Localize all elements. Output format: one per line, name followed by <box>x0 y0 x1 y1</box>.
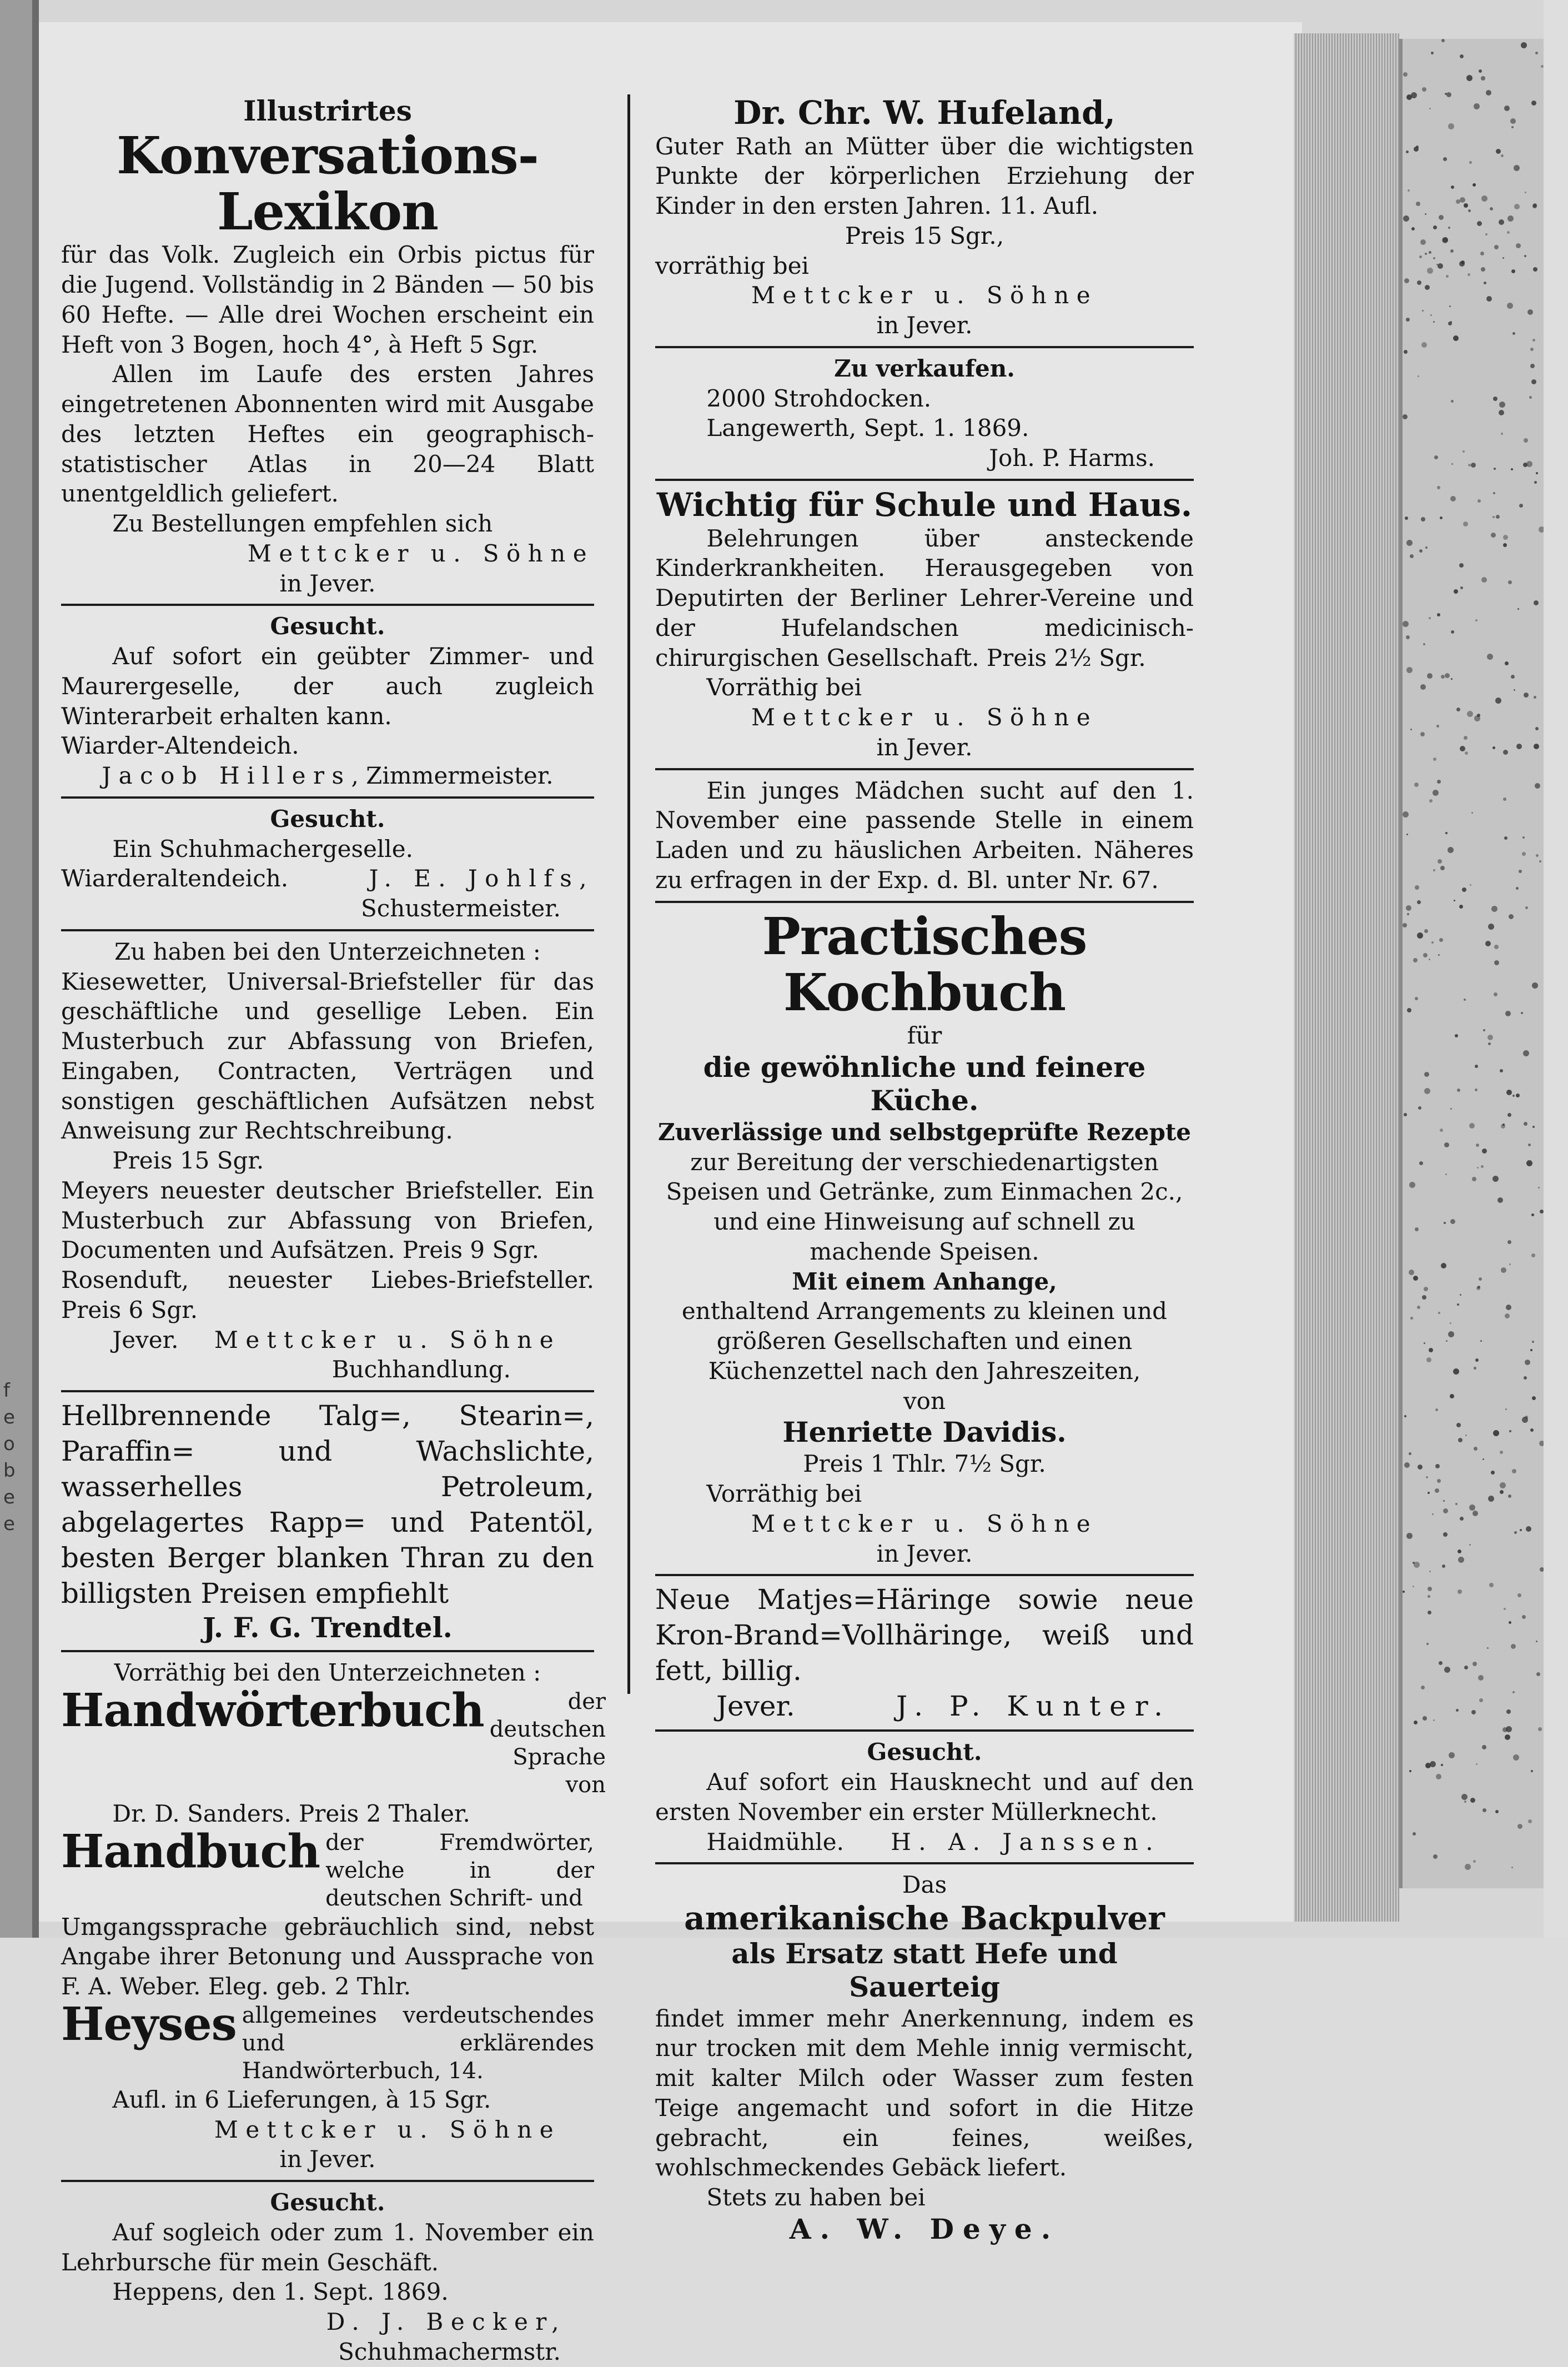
ad-intro: Vorräthig bei den Unterzeichneten : <box>114 1659 541 1687</box>
ad-woerterbuecher <box>61 1658 606 2174</box>
ad-heading: Gesucht. <box>270 613 385 640</box>
ad-kicker: Illustrirtes <box>243 94 412 127</box>
ad-signature <box>61 761 594 791</box>
ad-subtitle: als Ersatz statt Hefe und Sauerteig <box>731 1937 1118 2003</box>
book-entry <box>61 1683 606 1799</box>
ad-place: in Jever. <box>876 733 973 761</box>
ad-divider <box>61 2180 594 2182</box>
ad-place: Jever. <box>112 1326 179 1353</box>
ad-title: Practisches Kochbuch <box>762 906 1087 1022</box>
ad-kicker: Das <box>902 1871 947 1899</box>
ad-divider <box>61 1390 594 1392</box>
ad-gesucht-zimmer <box>61 611 594 791</box>
ad-body: enthaltend Arrangements zu kleinen und größeren Gesellschaften und einen Küchenzettel nach den Jahreszeiten, <box>681 1297 1168 1385</box>
signature-title: Schustermeister. <box>361 895 561 922</box>
ad-signature-row <box>655 1827 1194 1857</box>
ad-signature-row <box>655 1688 1194 1724</box>
ad-title: Dr. Chr. W. Hufeland, <box>733 94 1115 132</box>
ad-signature: H. A. Janssen. <box>891 1828 1160 1856</box>
ad-stock: Vorräthig bei <box>706 674 862 701</box>
ad-signature: Joh. P. Harms. <box>989 444 1155 472</box>
binding-edge-left <box>0 0 39 1938</box>
book-entry <box>61 1997 594 2085</box>
ad-tagline: Mit einem Anhange, <box>792 1267 1057 1295</box>
ad-body: Auf sofort ein geübter Zimmer- und Maurergeselle, der auch zugleich Winterarbeit erhalten kann. <box>61 643 594 730</box>
ad-item: Kiesewetter, Universal-Briefsteller für das geschäftliche und gesellige Leben. Ein Musterbuch zur Abfassung von Briefen, Eingaben, Contracten, Verträgen und sonstigen geschäftlichen Aufsätzen nebst Anweisung zur Rechtschreibung. <box>61 967 594 1145</box>
ad-seller: A. W. Deye. <box>789 2212 1060 2245</box>
signature-name: D. J. Becker, <box>326 2308 566 2336</box>
ad-divider <box>61 796 594 799</box>
ad-author: Henriette Davidis. <box>782 1416 1067 1449</box>
ad-zu-verkaufen <box>655 354 1194 473</box>
marbled-cover <box>1399 39 1547 1888</box>
ad-price: Preis 1 Thlr. 7½ Sgr. <box>803 1450 1046 1478</box>
ad-seller: Mettcker u. Söhne <box>751 1510 1098 1537</box>
book-title: Handwörterbuch <box>61 1683 484 1737</box>
ad-price: Preis 15 Sgr., <box>845 222 1004 249</box>
ad-subtitle: die gewöhnliche und feinere Küche. <box>703 1050 1146 1117</box>
ad-place: in Jever. <box>876 312 973 339</box>
ad-divider <box>655 1862 1194 1864</box>
ad-seller: J. F. G. Trendtel. <box>203 1611 453 1644</box>
ad-signature-row <box>61 1325 594 1355</box>
ad-briefsteller <box>61 937 594 1385</box>
ad-divider <box>655 1574 1194 1576</box>
ad-body: Hellbrennende Talg=, Stearin=, Paraffin= und Wachslichte, wasserhelles Petroleum, abgelagertes Rapp= und Patentöl, besten Berger blanken Thran zu den billigsten Preisen empfiehlt <box>61 1400 594 1610</box>
ad-heading: Gesucht. <box>270 805 385 833</box>
ad-place: Wiarder-Altendeich. <box>61 732 299 760</box>
ad-gesucht-lehrbursche <box>61 2188 594 2367</box>
ad-heading: Gesucht. <box>270 2189 385 2216</box>
ad-stock: vorräthig bei <box>655 252 809 279</box>
ad-kochbuch <box>655 906 1194 1569</box>
ad-divider <box>655 479 1194 481</box>
ad-body: Allen im Laufe des ersten Jahres eingetretenen Abonnenten wird mit Ausgabe des letzten Heftes ein geographisch-statistischer Atlas in 20—24 Blatt unentgeldlich geliefert. <box>61 360 594 508</box>
ad-body: 2000 Strohdocken. <box>706 384 932 412</box>
margin-fragment-text: f e o b e e <box>3 1380 16 1535</box>
ad-hufeland <box>655 94 1194 340</box>
ad-seller: Mettcker u. Söhne <box>751 704 1098 731</box>
book-description: der deutschen Sprache von <box>489 1688 606 1798</box>
book-description: der Fremdwörter, welche in der deutschen Schrift- und <box>325 1829 594 1911</box>
book-title: Heyses <box>61 1997 237 2051</box>
ad-divider <box>655 768 1194 770</box>
ad-haeringe <box>655 1582 1194 1724</box>
ad-place: Wiarderaltendeich. <box>61 865 289 892</box>
book-description: Dr. D. Sanders. Preis 2 Thaler. <box>112 1799 470 1827</box>
ad-maedchen <box>655 776 1194 895</box>
ad-body: Guter Rath an Mütter über die wichtigsten Punkte der körperlichen Erziehung der Kinder in den ersten Jahren. 11. Aufl. <box>655 132 1194 220</box>
ad-stock: Stets zu haben bei <box>706 2184 926 2211</box>
book-entry <box>61 1824 594 1912</box>
ad-konversations-lexikon <box>61 94 594 598</box>
ad-gesucht-schuhmacher <box>61 804 594 924</box>
ad-body: zur Bereitung der verschiedenartigsten Speisen und Getränke, zum Einmachen 2c., und eine Hinweisung auf schnell zu machende Speisen. <box>666 1148 1183 1265</box>
ad-seller: Mettcker u. Söhne <box>214 1326 561 1353</box>
ad-divider <box>61 604 594 606</box>
ad-dateline: Langewerth, Sept. 1. 1869. <box>706 414 1029 442</box>
signature-title: Schuhmachermstr. <box>338 2338 561 2365</box>
ad-body: Zu Bestellungen empfehlen sich <box>112 510 493 538</box>
ad-body: Ein Schuhmachergeselle. <box>112 835 413 862</box>
ad-divider <box>655 346 1194 348</box>
ad-seller: J. P. Kunter. <box>896 1690 1172 1723</box>
ad-place: in Jever. <box>876 1539 973 1567</box>
ad-body: für das Volk. Zugleich ein Orbis pictus für die Jugend. Vollständig in 2 Bänden — 50 bis 60 Hefte. — Alle drei Wochen erscheint ein Heft von 3 Bogen, hoch 4°, à Heft 5 Sgr. <box>61 241 594 358</box>
ad-subtitle: für <box>907 1022 942 1049</box>
ad-item: Meyers neuester deutscher Briefsteller. Ein Musterbuch zur Abfassung von Briefen, Documenten und Aufsätzen. Preis 9 Sgr. <box>61 1176 594 1264</box>
ad-heading: Zu verkaufen. <box>834 354 1015 382</box>
signature-name: J. E. Johlfs, <box>369 865 594 892</box>
ad-item: Rosenduft, neuester Liebes-Briefsteller. Preis 6 Sgr. <box>61 1266 594 1323</box>
ad-divider <box>61 929 594 931</box>
ad-tagline: Zuverlässige und selbstgeprüfte Rezepte <box>658 1118 1191 1146</box>
ad-place: Jever. <box>716 1690 795 1723</box>
book-description: allgemeines verdeutschendes und erklärendes Handwörterbuch, 14. <box>242 2002 594 2084</box>
ad-place: in Jever. <box>279 569 376 597</box>
ad-signature-row <box>61 864 594 894</box>
ad-seller: Mettcker u. Söhne <box>751 282 1098 309</box>
ad-backpulver <box>655 1870 1194 2246</box>
ad-heading: Gesucht. <box>867 1738 982 1766</box>
ad-body: Auf sogleich oder zum 1. November ein Lehrbursche für mein Geschäft. <box>61 2218 594 2276</box>
ad-gesucht-hausknecht <box>655 1737 1194 1857</box>
ad-body: Neue Matjes=Häringe sowie neue Kron-Brand=Vollhäringe, weiß und fett, billig. <box>655 1583 1194 1687</box>
ad-divider <box>655 901 1194 903</box>
ad-body: Auf sofort ein Hausknecht und auf den ersten November ein erster Müllerknecht. <box>655 1768 1194 1826</box>
book-description: Aufl. in 6 Lieferungen, à 15 Sgr. <box>112 2085 491 2113</box>
ad-body: findet immer mehr Anerkennung, indem es nur trocken mit dem Mehle innig vermischt, mit kalter Milch oder Wasser zum festen Teige angemacht und sofort in die Hitze gebracht, ein feines, weißes, wohlschmeckendes Gebäck liefert. <box>655 2004 1194 2182</box>
ad-seller-sub: Buchhandlung. <box>331 1356 511 1383</box>
ad-divider <box>655 1729 1194 1732</box>
ad-place: in Jever. <box>279 2145 376 2173</box>
ad-byline: von <box>903 1387 946 1415</box>
left-column <box>61 94 606 2367</box>
book-title: Handbuch <box>61 1824 320 1878</box>
ad-seller: Mettcker u. Söhne <box>247 539 594 567</box>
ad-title: Konversations-Lexikon <box>117 126 539 242</box>
ad-title: Wichtig für Schule und Haus. <box>656 485 1193 524</box>
scan-background <box>1544 0 1568 1938</box>
book-description: Umgangssprache gebräuchlich sind, nebst Angabe ihrer Betonung und Aussprache von F. A. Weber. Eleg. geb. 2 Thlr. <box>61 1913 594 2000</box>
ad-body: Ein junges Mädchen sucht auf den 1. November eine passende Stelle in einem Laden und zu häuslichen Arbeiten. Näheres zu erfragen in der Exp. d. Bl. unter Nr. 67. <box>655 776 1194 894</box>
page-stack-edge <box>1294 33 1399 1922</box>
ad-lichte <box>61 1398 594 1644</box>
ad-intro: Zu haben bei den Unterzeichneten : <box>114 937 541 965</box>
ad-title: amerikanische Backpulver <box>684 1899 1165 1937</box>
ad-body: Belehrungen über ansteckende Kinderkrankheiten. Herausgegeben von Deputirten der Berliner Lehrer-Vereine und der Hufelandschen medicinisch-chirurgischen Gesellschaft. Preis 2½ Sgr. <box>655 524 1194 671</box>
right-column <box>655 94 1194 2246</box>
signature-title: , Zimmermeister. <box>351 762 554 790</box>
ad-stock: Vorräthig bei <box>706 1480 862 1507</box>
ad-place: Haidmühle. <box>706 1828 844 1856</box>
ad-seller: Mettcker u. Söhne <box>214 2115 561 2143</box>
ad-dateline: Heppens, den 1. Sept. 1869. <box>112 2278 449 2306</box>
signature-name: Jacob Hillers <box>102 762 351 790</box>
ad-price: Preis 15 Sgr. <box>112 1147 264 1175</box>
column-rule <box>627 94 630 1694</box>
ad-schule-haus <box>655 487 1194 763</box>
ad-divider <box>61 1650 594 1652</box>
